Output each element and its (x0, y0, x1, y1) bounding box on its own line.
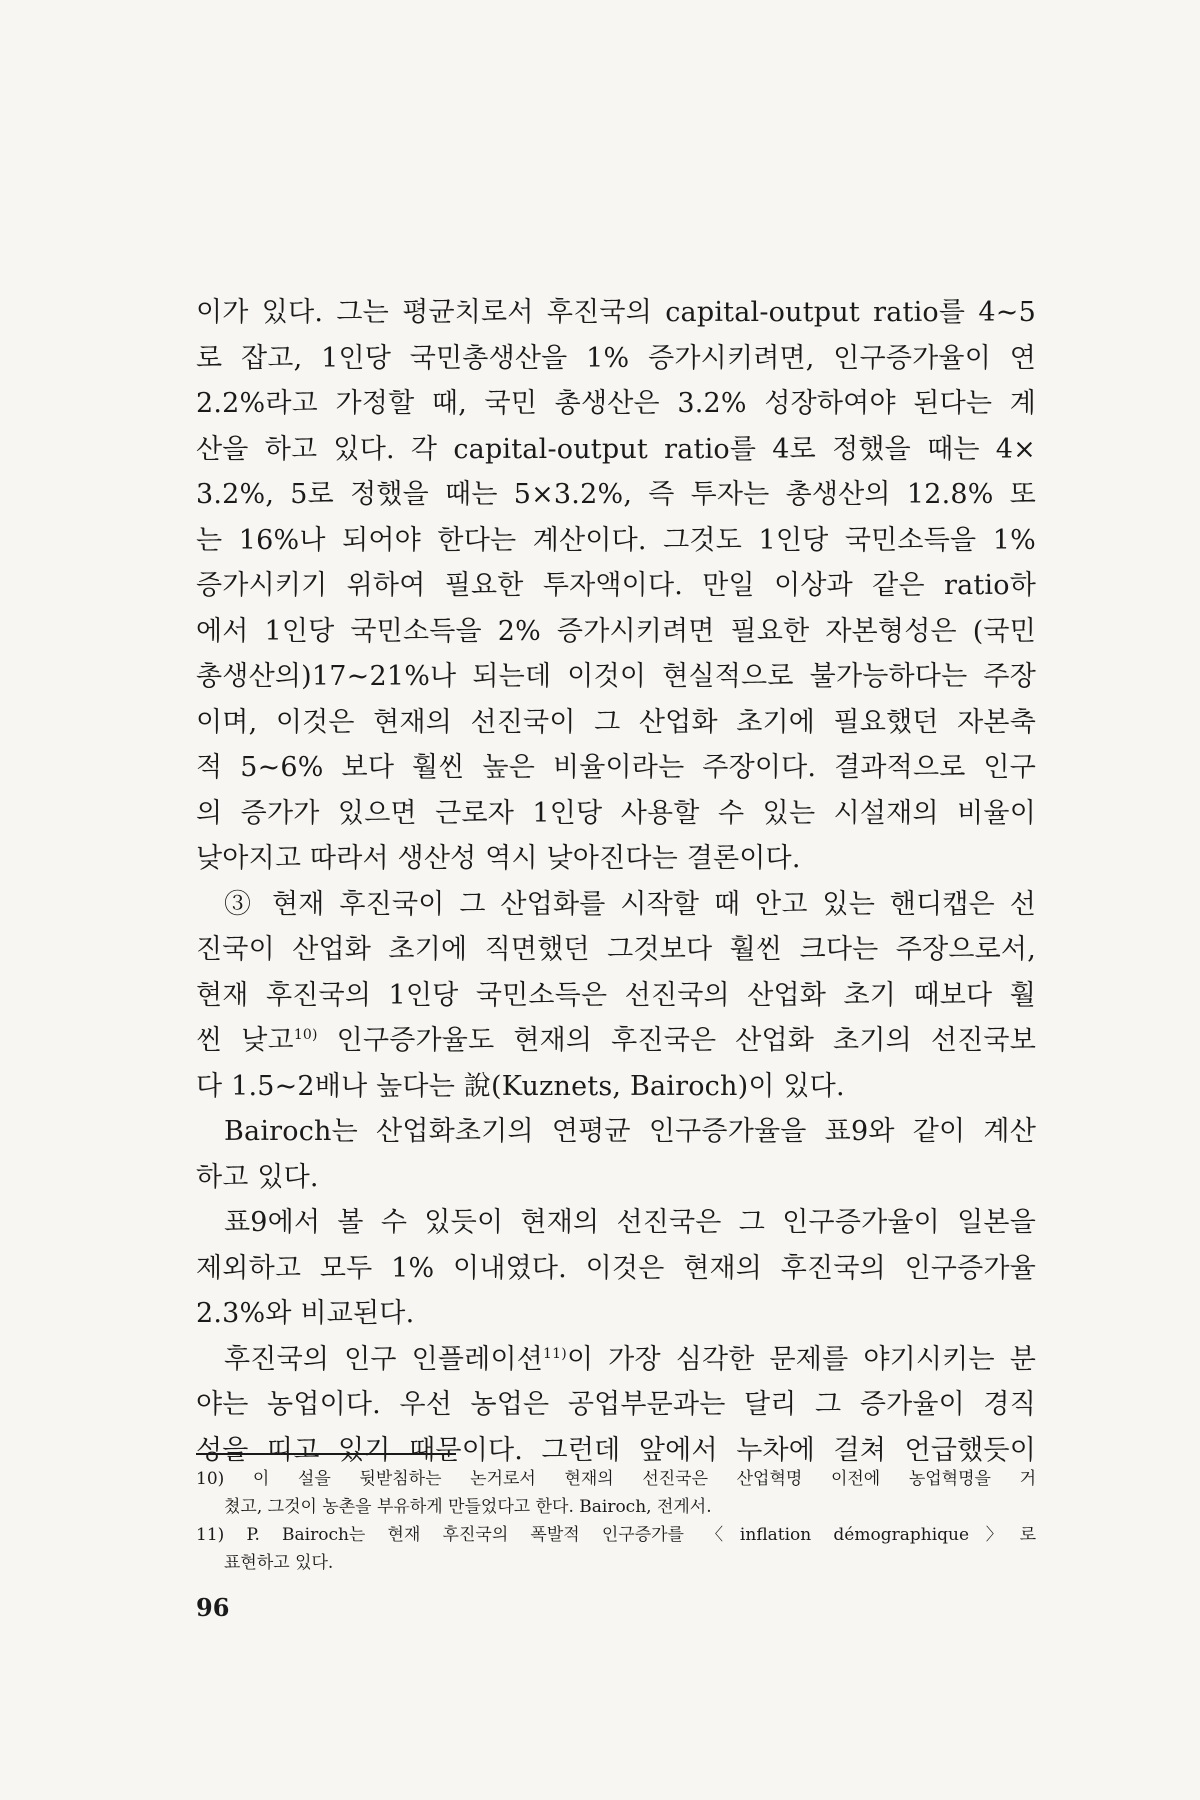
body-line: 현재 후진국의 1인당 국민소득은 선진국의 산업화 초기 때보다 훨 (196, 979, 1036, 1011)
footnote-line: 10) 이 설을 뒷받침하는 논거로서 현재의 선진국은 산업혁명 이전에 농업혁명을 거 (196, 1469, 1036, 1489)
footnote-line: 11) P. Bairoch는 현재 후진국의 폭발적 인구증가를 〈inflation démographique〉로 (196, 1525, 1036, 1545)
body-line: 적 5~6% 보다 훨씬 높은 비율이라는 주장이다. 결과적으로 인구 (196, 752, 1036, 783)
body-line: 낮아지고 따라서 생산성 역시 낮아진다는 결론이다. (196, 843, 801, 874)
body-line: 2.3%와 비교된다. (196, 1298, 415, 1329)
body-text-fragment: 이 가장 심각한 문제를 야기시키는 분 (566, 1343, 1036, 1375)
body-line: 증가시키기 위하여 필요한 투자액이다. 만일 이상과 같은 ratio하 (196, 570, 1036, 601)
body-line: 로 잡고, 1인당 국민총생산을 1% 증가시키려면, 인구증가율이 연 (196, 342, 1036, 374)
body-line: 제외하고 모두 1% 이내였다. 이것은 현재의 후진국의 인구증가율 (196, 1252, 1036, 1284)
body-line: 총생산의)17~21%나 되는데 이것이 현실적으로 불가능하다는 주장 (196, 661, 1036, 692)
body-line: 표9에서 볼 수 있듯이 현재의 선진국은 그 인구증가율이 일본을 (224, 1207, 1036, 1238)
page-number: 96 (196, 1593, 230, 1622)
body-line: 에서 1인당 국민소득을 2% 증가시키려면 필요한 자본형성은 (국민 (196, 615, 1036, 647)
body-line: 성을 띠고 있기 때문이다. 그런데 앞에서 누차에 걸쳐 언급했듯이 (196, 1434, 1036, 1466)
body-line: Bairoch는 산업화초기의 연평균 인구증가율을 표9와 같이 계산 (224, 1116, 1036, 1147)
body-text-fragment: 후진국의 인구 인플레이션 (224, 1343, 544, 1375)
body-line: 야는 농업이다. 우선 농업은 공업부문과는 달리 그 증가율이 경직 (196, 1389, 1036, 1420)
body-text-fragment: 인구증가율도 현재의 후진국은 산업화 초기의 선진국보 (336, 1025, 1036, 1056)
body-line: 2.2%라고 가정할 때, 국민 총생산은 3.2% 성장하여야 된다는 계 (196, 388, 1036, 419)
footnote-line: 쳤고, 그것이 농촌을 부유하게 만들었다고 한다. Bairoch, 전게서. (224, 1497, 712, 1517)
body-line: 하고 있다. (196, 1161, 319, 1193)
body-line-with-ref (196, 1337, 1036, 1383)
body-line: ③ 현재 후진국이 그 산업화를 시작할 때 안고 있는 핸디캡은 선 (224, 888, 1036, 920)
body-line: 다 1.5~2배나 높다는 說(Kuznets, Bairoch)이 있다. (196, 1070, 845, 1102)
footnote-ref-11[interactable]: 11) (543, 1345, 567, 1362)
body-line: 는 16%나 되어야 한다는 계산이다. 그것도 1인당 국민소득을 1% (196, 524, 1036, 556)
body-line: 이가 있다. 그는 평균치로서 후진국의 capital-output ratio를 4~5 (196, 297, 1036, 328)
body-text-fragment: 씬 낮고 (196, 1025, 294, 1056)
body-line: 3.2%, 5로 정했을 때는 5×3.2%, 즉 투자는 총생산의 12.8% 또 (196, 479, 1036, 510)
body-line: 이며, 이것은 현재의 선진국이 그 산업화 초기에 필요했던 자본축 (196, 706, 1036, 738)
footnote-divider (196, 1453, 456, 1455)
body-line: 산을 하고 있다. 각 capital-output ratio를 4로 정했을 때는 4× (196, 433, 1036, 465)
body-line-with-ref (196, 1018, 1036, 1064)
body-text (196, 290, 1036, 1473)
body-line: 진국이 산업화 초기에 직면했던 그것보다 훨씬 크다는 주장으로서, (196, 934, 1036, 965)
footnote-ref-10[interactable]: 10) (293, 1027, 318, 1043)
footnote-line: 표현하고 있다. (224, 1553, 334, 1573)
footnotes (196, 1465, 1036, 1577)
body-line: 의 증가가 있으면 근로자 1인당 사용할 수 있는 시설재의 비율이 (196, 797, 1036, 829)
